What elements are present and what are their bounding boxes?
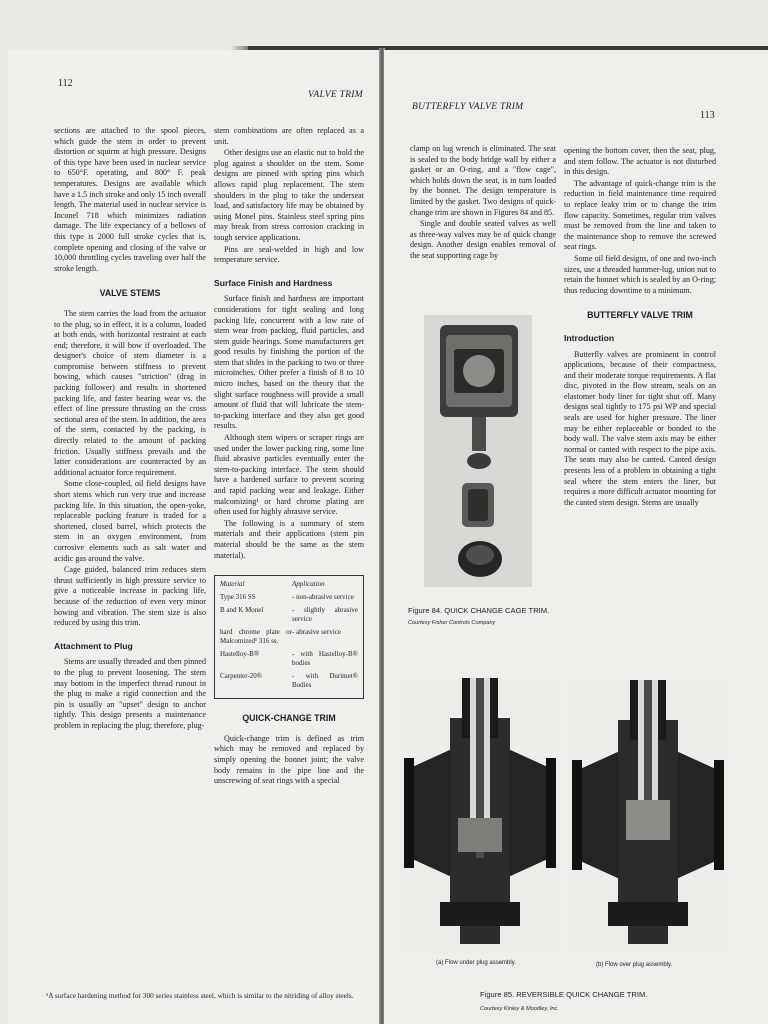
figure-85a-subcaption: (a) Flow under plug assembly. xyxy=(436,960,516,966)
section-heading-butterfly: BUTTERFLY VALVE TRIM xyxy=(587,310,693,321)
running-head-right: BUTTERFLY VALVE TRIM xyxy=(412,102,524,112)
paragraph: Some oil field designs, of one and two-inch sizes, use a threaded hammer-lug, union nut to retain the bonnet which is sealed by an O-ring; thus reducing downtime to a minimum. xyxy=(564,253,716,295)
paragraph: Surface finish and hardness are important considerations for tight sealing and long packing life, concurrent with a low rate of stem wear from packing, fluid particles, and stem guide bearings. Some manufacturers get good results by finishing the portion of the stem that slides in the packing to two or three microinches. Other prefer a finish of 8 to 10 micro inches, based on the theory that the slight surface roughness will provide a small amount of fluid that will lubricate the stem-to-packing interface and they also get good results. xyxy=(214,294,364,431)
figure-85b-drawing xyxy=(568,680,728,954)
paragraph: Single and double seated valves as well as three-way valves may be of quick change design. Another design enables removal of the seat supporting cage by xyxy=(410,219,556,260)
figure-84-courtesy: Courtesy Fisher Controls Company xyxy=(408,620,496,626)
table-row xyxy=(220,650,358,668)
subsection-heading-attachment: Attachment to Plug xyxy=(54,640,133,651)
paragraph: Although stem wipers or scraper rings are used under the lower packing ring, some line fluid abrasive particles eventually enter the stem-to-packing interface. The stem should have a hardened surface to prevent scoring and rapid packing wear and leakage. Either malcomizing¹ or hard chrome plating are often used for highly abrasive service. xyxy=(214,433,364,517)
table-cell: - with Durimet® Bodies xyxy=(292,672,358,690)
left-column-2 xyxy=(214,126,364,788)
figure-84-caption: Figure 84. QUICK CHANGE CAGE TRIM. xyxy=(408,606,550,615)
paragraph: Stems are usually threaded and then pinned to the plug to prevent loosening. The stem may bottom in the imperfect thread runout in the plug to make a rigid connection and the pin is usually an "upset" design to anchor tightly. This design presents a maintenance problem in replacing the plug; therefore, plug- xyxy=(54,657,206,730)
paragraph: Other designs use an elastic nut to hold the plug against a shoulder on the stem. Some designs are pinned with spring pins which allows rapid plug replacement. The stem shoulders in the plug to take the underseat load, and satisfactory life may be obtained by using Monel pins. Stainless steel spring pins may break from stress corrosion cracking in tough service applications. xyxy=(214,148,364,242)
right-column-2 xyxy=(564,146,716,509)
left-page xyxy=(8,50,380,1024)
table-header-material: Material xyxy=(220,580,245,589)
paragraph: Quick-change trim is defined as trim which may be removed and replaced by simply opening the bonnet joint; the valve body remains in the pipe line and the unscrewing of seat rings with a special xyxy=(214,733,364,786)
paragraph: The following is a summary of stem materials and their applications (stem pin material should be the same as the stem material). xyxy=(214,518,364,560)
table-row xyxy=(220,606,358,624)
figure-84-photo xyxy=(424,315,532,587)
paragraph: Some close-coupled, oil field designs have short stems which run very true and increase packing life. In this situation, the open-yoke, replaceable packing feature is traded for a shortened, closed barrel, which protects the stem in an oxygen environment, from corrosive elements such as salt water and acidic gas around the valve. xyxy=(54,479,206,563)
paragraph: Butterfly valves are prominent in control applications, because of their compactness, and their moderate torque requirements. A flat disc, pivoted in the flow stream, seals on an elastomer body liner for tight shut off. Many designs seal tightly to 175 psi WP and special seals are used for higher pressure. The liner may be either replaceable or bonded to the body wall. The valve stem axis may be either normal or canted with respect to the pipe axis. The seats may also be canted. Canted design presents less of a problem in obtaining a tight seal where the stem enters the liner, but requires a more difficult actuator mounting for the canted stem design. Stems are usually xyxy=(564,349,716,507)
subsection-heading-introduction: Introduction xyxy=(564,332,615,343)
right-column-1 xyxy=(410,144,556,263)
table-cell: Type 316 SS xyxy=(220,593,256,602)
page-number-right: 113 xyxy=(700,110,715,121)
running-head-left: VALVE TRIM xyxy=(308,90,363,100)
paragraph: Pins are seal-welded in high and low temperature service. xyxy=(214,244,364,265)
table-row xyxy=(220,593,358,602)
paragraph: opening the bottom cover, then the seat, plug, and stem follow. The actuator is not disturbed in this design. xyxy=(564,146,716,177)
materials-table xyxy=(214,575,364,699)
figure-85a-drawing xyxy=(400,678,560,954)
paragraph: clamp on lug wrench is eliminated. The seat is sealed to the body bridge wall by either a gasket or an O-ring, and a "flow cage", which holds down the seat, is in turn loaded by the bonnet. The design temperature is limited by the gasket. Two designs of quick-change trim are shown in Figures 84 and 85. xyxy=(410,144,556,217)
paragraph: The stem carries the load from the actuator to the plug, so in effect, it is a column, loaded at both ends, with horizontal restraint at each end; therefore, it will bow if overloaded. The designer's choice of stem diameter is a compromise between stiffness to prevent bowing, which causes "striction" (drag in packing follower) and results in shortened packing life, and faster bearing wear vs. the effect of line pressure thrusting on the cross sectional area of the stem. In addition, the area of the stem, contacted by the packing, is directly related to the amount of packing friction. Usually stiffness prevails and the latter considerations are counteracted by an additional actuator force requirement. xyxy=(54,308,206,477)
table-cell: Carpenter-20® xyxy=(220,672,263,681)
table-cell: - abrasive service xyxy=(292,628,341,637)
footnote: ¹A surface hardening method for 300 series stainless steel, which is similar to the nitriding of alloy steels. xyxy=(46,991,354,1000)
paragraph: sections are attached to the spool pieces, which guide the stem in order to prevent distortion or squirm at high pressure. Designs of this type have been used in nuclear service to 650°F. operating, and 800° F. peak temperatures. Designs are available which have a 1.5 inch stroke and only 15 inch overall length. The material used in nuclear service is Inconel 718 which minimizes radiation damage. The life expectancy of a bellows of this type is 2000 full stroke cycles that is, complete opening and closing of the valve or 10,000 throttling cycles traveling over half the stroke length. xyxy=(54,126,206,273)
paragraph: The advantage of quick-change trim is the reduction in field maintenance time required to replace leaky trim or to change the trim flow capacity. Sometimes, regular trim valves must be removed from the line and taken to the maintenance shop to remove the screwed seat rings. xyxy=(564,178,716,252)
paragraph: Cage guided, balanced trim reduces stem thrust sufficiently in high pressure service to give a noticeable increase in packing life, because of the reduction of even very minor bowing and vibration. The stem size is also reduced by using this trim. xyxy=(54,565,206,628)
table-cell: - non-abrasive service xyxy=(292,593,354,602)
table-header-application: Application xyxy=(292,580,325,589)
page-number-left: 112 xyxy=(58,78,73,89)
paragraph: stem combinations are often replaced as a unit. xyxy=(214,126,364,146)
section-heading-valve-stems: VALVE STEMS xyxy=(99,288,161,299)
figure-85-caption: Figure 85. REVERSIBLE QUICK CHANGE TRIM. xyxy=(480,990,648,999)
table-cell: Hastelloy-B® xyxy=(220,650,260,659)
figure-85b-subcaption: (b) Flow over plug assembly. xyxy=(596,962,673,968)
table-row xyxy=(220,672,358,690)
subsection-heading-surface: Surface Finish and Hardness xyxy=(214,277,333,288)
left-column-1 xyxy=(54,126,206,732)
right-page xyxy=(384,50,768,1024)
section-heading-quick-change: QUICK-CHANGE TRIM xyxy=(242,713,336,724)
table-row xyxy=(220,628,358,646)
table-cell: hard chrome plate or Malcomized¹ 316 ss. xyxy=(220,628,292,646)
table-cell: B and K Monel xyxy=(220,606,264,615)
table-cell: - with Hastelloy-B® bodies xyxy=(292,650,358,668)
table-cell: - slightly abrasive service xyxy=(292,606,358,624)
figure-85-courtesy: Courtesy Kinley & Moodley, Inc. xyxy=(480,1006,559,1012)
